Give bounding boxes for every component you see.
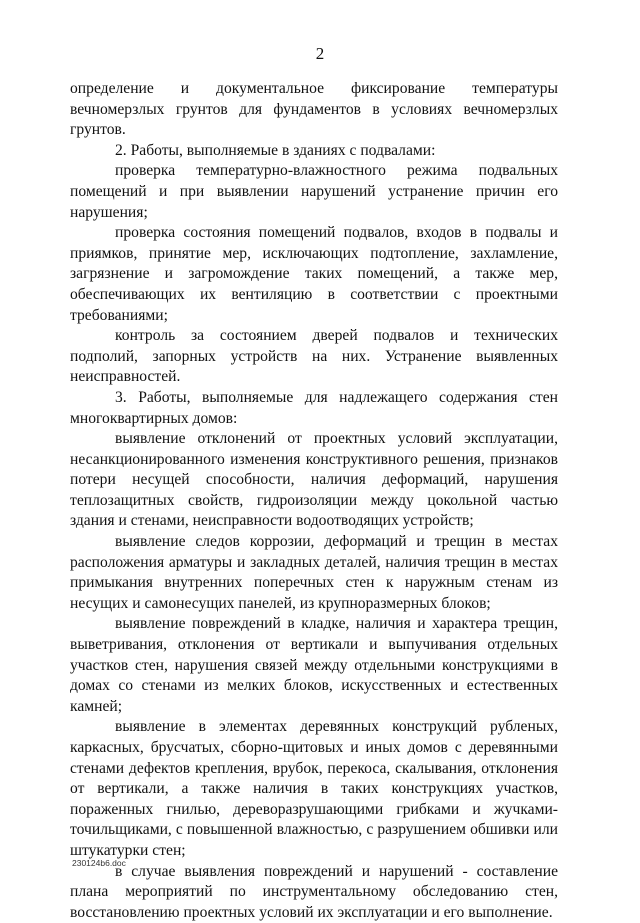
paragraph: выявление следов коррозии, деформаций и трещин в местах расположения арматуры и закладных деталей, наличия трещин в местах примыкания внутренних поперечных стен к наружным стенам из несущих и самонесущих панелей, из крупноразмерных блоков; [70,533,558,612]
footer-filename: 230124b6.doc [72,858,126,868]
paragraph: определение и документальное фиксирование температуры вечномерзлых грунтов для фундаментов в условиях вечномерзлых грунтов. [70,80,558,139]
paragraph: проверка состояния помещений подвалов, входов в подвалы и приямков, принятие мер, исключающих подтопление, захламление, загрязнение и загромождение таких помещений, а также мер, обеспечивающих их вентиляцию в соответствии с проектными требованиями; [70,224,558,324]
document-body [70,79,558,923]
paragraph: выявление в элементах деревянных конструкций рубленых, каркасных, брусчатых, сборно-щитовых и иных домов с деревянными стенами дефектов крепления, врубок, перекоса, скалывания, отклонения от вертикали, а также наличия в таких конструкциях участков, пораженных гнилью, дереворазрушающими грибками и жучками-точильщиками, с повышенной влажностью, с разрушением обшивки или штукатурки стен; [70,718,558,859]
paragraph: контроль за состоянием дверей подвалов и технических подполий, запорных устройств на них. Устранение выявленных неисправностей. [70,327,558,386]
paragraph: в случае выявления повреждений и нарушений - составление плана мероприятий по инструментальному обследованию стен, восстановлению проектных условий их эксплуатации и его выполнение. [70,862,558,921]
page-number: 2 [315,44,325,63]
paragraph: проверка температурно-влажностного режима подвальных помещений и при выявлении нарушений устранение причин его нарушения; [70,162,558,221]
paragraph: 2. Работы, выполняемые в зданиях с подвалами: [115,141,436,159]
paragraph: 3. Работы, выполняемые для надлежащего содержания стен многоквартирных домов: [70,388,558,427]
paragraph: выявление повреждений в кладке, наличия и характера трещин, выветривания, отклонения от вертикали и выпучивания отдельных участков стен, нарушения связей между отдельными конструкциями в домах со стенами из мелких блоков, искусственных и естественных камней; [70,615,558,715]
paragraph: выявление отклонений от проектных условий эксплуатации, несанкционированного изменения конструктивного решения, признаков потери несущей способности, наличия деформаций, нарушения теплозащитных свойств, гидроизоляции между цокольной частью здания и стенами, неисправности водоотводящих устройств; [70,430,558,530]
